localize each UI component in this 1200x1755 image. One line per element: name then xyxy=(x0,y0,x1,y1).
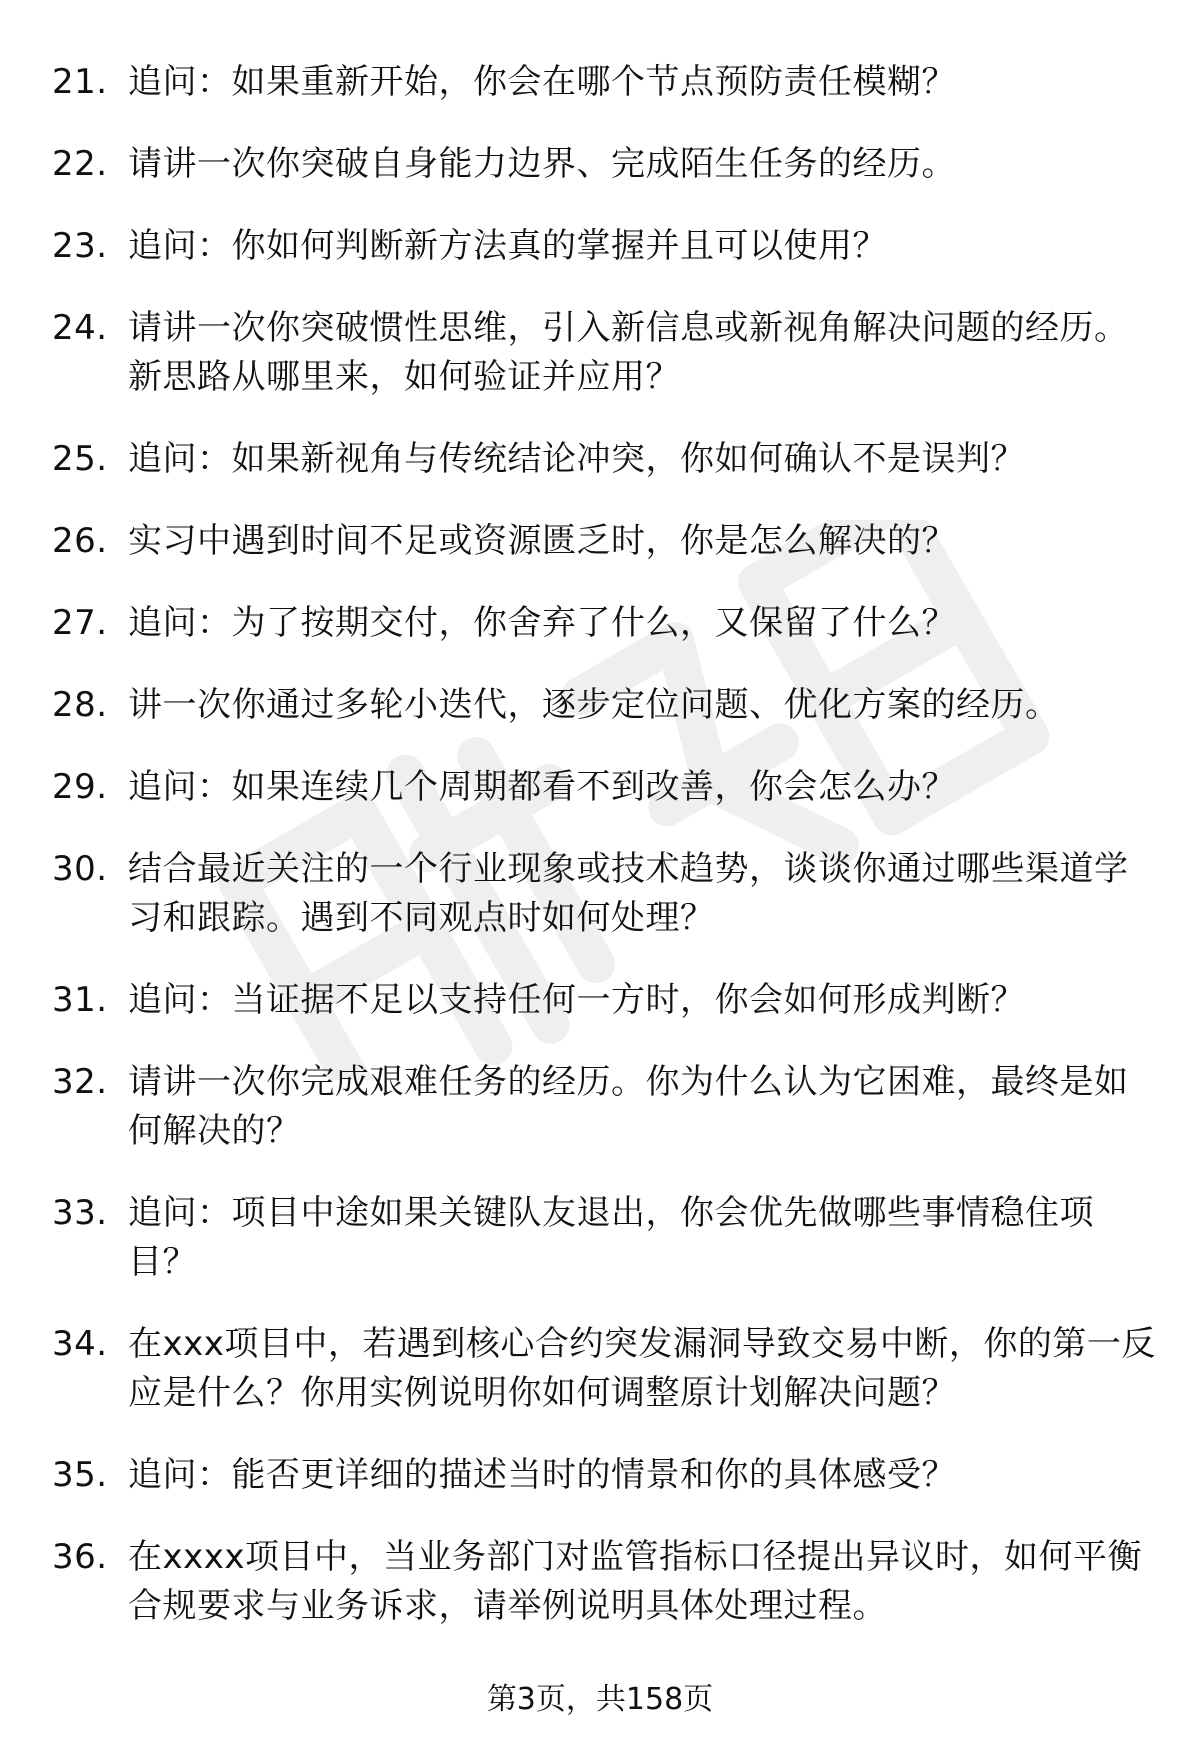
item-number: 32. xyxy=(52,1062,108,1102)
item-number: 29. xyxy=(52,767,108,807)
list-item xyxy=(52,1451,1162,1500)
item-number: 22. xyxy=(52,144,108,184)
item-text: 请讲一次你突破自身能力边界、完成陌生任务的经历。 xyxy=(128,144,956,184)
question-list xyxy=(52,58,1162,1664)
item-number: 36. xyxy=(52,1537,108,1577)
item-text: 追问：项目中途如果关键队友退出，你会优先做哪些事情稳住项目？ xyxy=(128,1193,1094,1282)
item-text: 追问：如果重新开始，你会在哪个节点预防责任模糊？ xyxy=(128,62,956,102)
item-text: 追问：如果连续几个周期都看不到改善，你会怎么办？ xyxy=(128,767,956,807)
list-item xyxy=(52,140,1162,189)
item-number: 33. xyxy=(52,1193,108,1233)
item-text: 追问：为了按期交付，你舍弃了什么，又保留了什么？ xyxy=(128,603,956,643)
item-text: 请讲一次你突破惯性思维，引入新信息或新视角解决问题的经历。新思路从哪里来，如何验证并应用？ xyxy=(128,308,1129,397)
item-number: 30. xyxy=(52,849,108,889)
list-item xyxy=(52,304,1162,402)
item-text: 实习中遇到时间不足或资源匮乏时，你是怎么解决的？ xyxy=(128,521,956,561)
list-item xyxy=(52,517,1162,566)
item-text: 请讲一次你完成艰难任务的经历。你为什么认为它困难，最终是如何解决的？ xyxy=(128,1062,1129,1151)
list-item xyxy=(52,1189,1162,1287)
item-text: 在xxx项目中，若遇到核心合约突发漏洞导致交易中断，你的第一反应是什么？你用实例说明你如何调整原计划解决问题？ xyxy=(128,1324,1156,1413)
item-number: 27. xyxy=(52,603,108,643)
item-text: 在xxxx项目中，当业务部门对监管指标口径提出异议时，如何平衡合规要求与业务诉求，请举例说明具体处理过程。 xyxy=(128,1537,1142,1626)
list-item xyxy=(52,1533,1162,1631)
item-number: 23. xyxy=(52,226,108,266)
list-item xyxy=(52,763,1162,812)
list-item xyxy=(52,599,1162,648)
list-item xyxy=(52,435,1162,484)
list-item xyxy=(52,681,1162,730)
page-number-footer: 第3页，共158页 xyxy=(486,1682,714,1717)
list-item xyxy=(52,1320,1162,1418)
item-number: 26. xyxy=(52,521,108,561)
item-number: 21. xyxy=(52,62,108,102)
list-item xyxy=(52,976,1162,1025)
item-text: 追问：如果新视角与传统结论冲突，你如何确认不是误判？ xyxy=(128,439,1025,479)
item-text: 追问：你如何判断新方法真的掌握并且可以使用？ xyxy=(128,226,887,266)
list-item xyxy=(52,1058,1162,1156)
item-number: 35. xyxy=(52,1455,108,1495)
item-text: 讲一次你通过多轮小迭代，逐步定位问题、优化方案的经历。 xyxy=(128,685,1060,725)
item-number: 34. xyxy=(52,1324,108,1364)
item-text: 结合最近关注的一个行业现象或技术趋势，谈谈你通过哪些渠道学习和跟踪。遇到不同观点时如何处理？ xyxy=(128,849,1129,938)
item-number: 24. xyxy=(52,308,108,348)
item-number: 31. xyxy=(52,980,108,1020)
item-text: 追问：当证据不足以支持任何一方时，你会如何形成判断？ xyxy=(128,980,1025,1020)
item-number: 28. xyxy=(52,685,108,725)
list-item xyxy=(52,845,1162,943)
list-item xyxy=(52,222,1162,271)
list-item xyxy=(52,58,1162,107)
item-text: 追问：能否更详细的描述当时的情景和你的具体感受？ xyxy=(128,1455,956,1495)
item-number: 25. xyxy=(52,439,108,479)
